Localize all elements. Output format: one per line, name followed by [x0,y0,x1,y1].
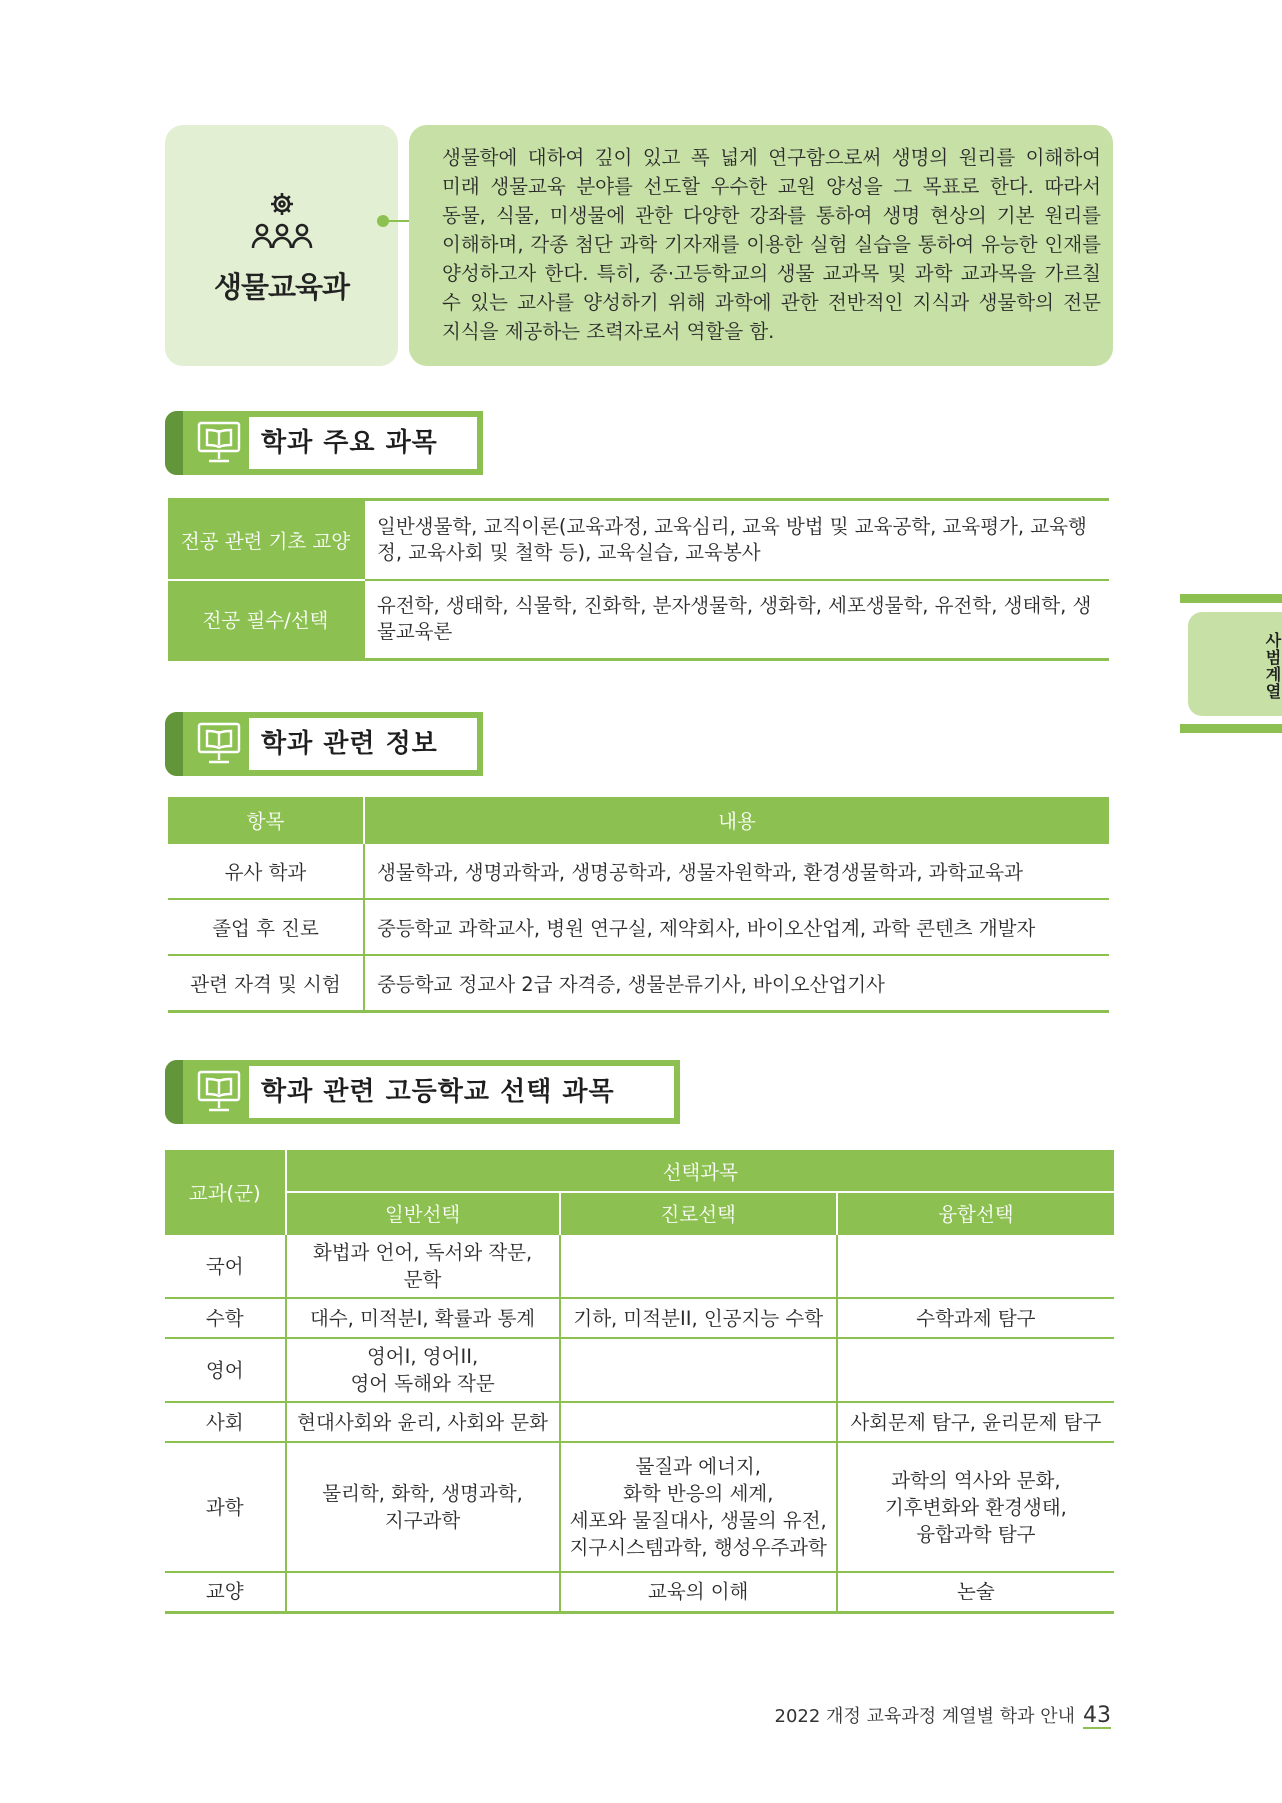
column-header: 진로선택 [560,1192,837,1234]
row-value: 중등학교 과학교사, 병원 연구실, 제약회사, 바이오산업계, 과학 콘텐츠 개발자 [364,899,1109,955]
elective-cell: 물리학, 화학, 생명과학, 지구과학 [286,1442,560,1572]
section-title: 학과 관련 고등학교 선택 과목 [249,1066,674,1118]
section-title: 학과 관련 정보 [249,718,477,770]
people-gear-icon [250,190,314,258]
subject-cell: 국어 [165,1234,286,1298]
group-header: 선택과목 [286,1150,1115,1192]
row-label: 유사 학과 [168,843,364,899]
elective-cell [560,1234,837,1298]
major-courses-table [168,498,1109,661]
elective-cell: 기하, 미적분II, 인공지능 수학 [560,1298,837,1338]
row-value: 생물학과, 생명과학과, 생명공학과, 생물자원학과, 환경생물학과, 과학교육과 [364,843,1109,899]
table-row [165,1572,1114,1612]
side-tab-bar [1180,724,1282,733]
row-value: 일반생물학, 교직이론(교육과정, 교육심리, 교육 방법 및 교육공학, 교육평가, 교육행정, 교육사회 및 철학 등), 교육실습, 교육봉사 [364,500,1109,580]
monitor-book-icon [193,417,245,469]
section-header-dept-info [165,712,483,776]
dept-info-table [168,797,1109,1013]
elective-cell: 영어I, 영어II, 영어 독해와 작문 [286,1338,560,1402]
row-value: 유전학, 생태학, 식물학, 진화학, 분자생물학, 생화학, 세포생물학, 유전학, 생태학, 생물교육론 [364,580,1109,660]
page-number: 43 [1083,1703,1111,1728]
elective-cell [286,1572,560,1612]
column-header: 내용 [364,797,1109,843]
table-row [168,580,1109,660]
section-header-major-courses [165,411,483,475]
elective-cell [560,1402,837,1442]
elective-cell: 수학과제 탐구 [837,1298,1114,1338]
column-header: 항목 [168,797,364,843]
row-label: 전공 필수/선택 [168,580,364,660]
table-row [168,955,1109,1011]
elective-cell: 과학의 역사와 문화, 기후변화와 환경생태, 융합과학 탐구 [837,1442,1114,1572]
department-description: 생물학에 대하여 깊이 있고 폭 넓게 연구함으로써 생명의 원리를 이해하여 미래 생물교육 분야를 선도할 우수한 교원 양성을 그 목표로 한다. 따라서 동물, 식물, 미생물에 관한 다양한 강좌를 통하여 생명 현상의 기본 원리를 이해하며, 각종 첨단 과학 기자재를 이용한 실험 실습을 통하여 유능한 인재를 양성하고자 한다. 특히, 중·고등학교의 생물 교과목 및 과학 교과목을 가르칠 수 있는 교사를 양성하기 위해 과학에 관한 전반적인 지식과 생물학의 전문 지식을 제공하는 조력자로서 역할을 함. [442,146,1101,343]
row-label: 전공 관련 기초 교양 [168,500,364,580]
table-row [168,843,1109,899]
subject-cell: 영어 [165,1338,286,1402]
row-label: 관련 자격 및 시험 [168,955,364,1011]
department-description-card [409,125,1113,366]
elective-cell [837,1234,1114,1298]
elective-cell: 사회문제 탐구, 윤리문제 탐구 [837,1402,1114,1442]
elective-cell: 현대사회와 윤리, 사회와 문화 [286,1402,560,1442]
side-tab [1188,612,1282,716]
elective-cell: 물질과 에너지, 화학 반응의 세계, 세포와 물질대사, 생물의 유전, 지구시스템과학, 행성우주과학 [560,1442,837,1572]
table-row [165,1298,1114,1338]
footer-text: 2022 개정 교육과정 계열별 학과 안내 [774,1706,1075,1727]
table-row [168,899,1109,955]
subject-cell: 수학 [165,1298,286,1338]
subject-cell: 교양 [165,1572,286,1612]
row-label: 졸업 후 진로 [168,899,364,955]
hs-electives-table [165,1150,1114,1614]
side-tab-bar [1180,594,1282,603]
section-header-hs-electives [165,1060,680,1124]
table-row [165,1234,1114,1298]
table-row [165,1402,1114,1442]
elective-cell: 화법과 언어, 독서와 작문, 문학 [286,1234,560,1298]
department-card [165,125,398,366]
monitor-book-icon [193,718,245,770]
elective-cell [560,1338,837,1402]
subject-cell: 사회 [165,1402,286,1442]
side-tab-label: 사범계열 [1263,632,1282,700]
column-header: 일반선택 [286,1192,560,1234]
elective-cell: 논술 [837,1572,1114,1612]
table-row [165,1338,1114,1402]
elective-cell [837,1338,1114,1402]
row-value: 중등학교 정교사 2급 자격증, 생물분류기사, 바이오산업기사 [364,955,1109,1011]
corner-header: 교과(군) [165,1150,286,1234]
column-header: 융합선택 [837,1192,1114,1234]
table-row [168,500,1109,580]
section-title: 학과 주요 과목 [249,417,477,469]
subject-cell: 과학 [165,1442,286,1572]
monitor-book-icon [193,1066,245,1118]
table-row [165,1442,1114,1572]
department-name: 생물교육과 [213,270,350,304]
elective-cell: 교육의 이해 [560,1572,837,1612]
elective-cell: 대수, 미적분I, 확률과 통계 [286,1298,560,1338]
page-footer [775,1702,1111,1728]
